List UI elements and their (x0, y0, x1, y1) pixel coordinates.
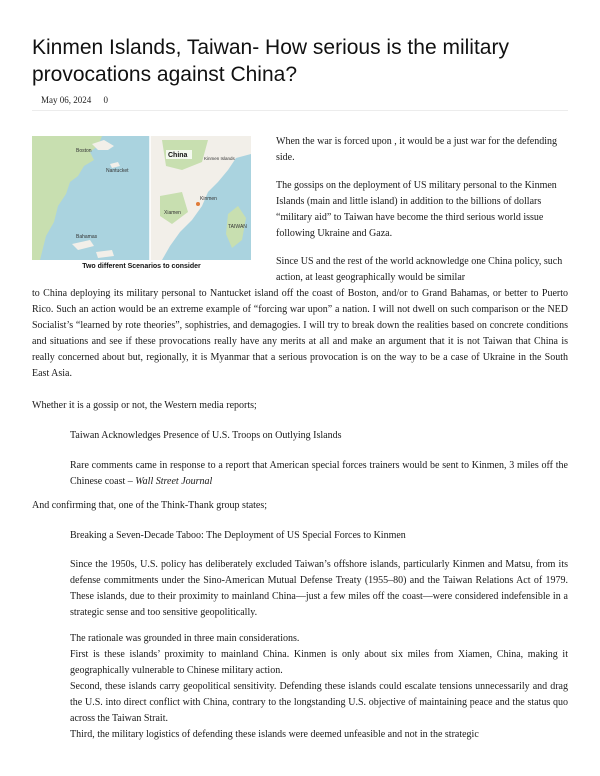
paragraph-gossips: The gossips on the deployment of US military personal to the Kinmen Islands (main and little island) in addition to the billions of dollars “military aid” to Taiwan have become the third serious world issue following Ukraine and Gaza. (276, 180, 557, 239)
paragraph-think-tank: And confirming that, one of the Think-Thank group states; (32, 500, 268, 511)
rationale-second: Second, these islands carry geopolitical sensitivity. Defending these islands could escalate tensions unnecessarily and drag the U.S. into direct conflict with China, contrary to the longstanding U.S. objective of maintaining peace and the status quo across the Taiwan Strait. (70, 681, 568, 724)
post-date: May 06, 2024 (41, 95, 92, 105)
rationale-first: First is these islands’ proximity to mainland China. Kinmen is only about six miles from Xiamen, China, making it geographically vulnerable to Chinese military action. (70, 649, 568, 676)
map-image[interactable] (32, 136, 251, 260)
article-meta (41, 95, 118, 105)
quote-source: Wall Street Journal (135, 476, 213, 487)
article-figure (32, 136, 251, 270)
quote-title-taboo: Breaking a Seven-Decade Taboo: The Deployment of US Special Forces to Kinmen (70, 530, 406, 541)
map-illustration (32, 136, 251, 260)
label-kinmen-islands: Kinmen Islands (204, 156, 235, 161)
label-taiwan: TAIWAN (228, 224, 247, 230)
label-kinmen: Kinmen (200, 196, 217, 202)
quote-title-wsj: Taiwan Acknowledges Presence of U.S. Troops on Outlying Islands (70, 430, 342, 441)
label-china: China (168, 152, 188, 159)
rationale-intro: The rationale was grounded in three main considerations. (70, 633, 300, 644)
figure-caption: Two different Scenarios to consider (82, 263, 201, 270)
comment-count[interactable]: 0 (103, 95, 108, 105)
paragraph-comparison: to China deploying its military personal to Nantucket island off the coast of Boston, and/or to Grand Bahamas, or better to Puerto Rico. Such an action would be an extreme example of “forcing war upon” a nation. I will not dwell on such comparison or the NED Socialist’s “learned by rote theories”, sophistries, and demagogies. I will try to break down the realities based on concrete conditions and situations and see if these provocations really have any merits at all and make an argument that it is not Taiwan that China is really concerned about but, regionally, it is Myanmar that a serious provocation is on the way to be a case of Ukraine in the South East Asia. (32, 288, 568, 379)
paragraph-western-media: Whether it is a gossip or not, the Western media reports; (32, 400, 257, 411)
paragraph-since-us: Since US and the rest of the world acknowledge one China policy, such action, at least geographically would be similar (276, 256, 563, 283)
divider (32, 110, 568, 111)
label-boston: Boston (76, 148, 92, 154)
label-bahamas: Bahamas (76, 234, 98, 240)
paragraph-intro: When the war is forced upon , it would be a just war for the defending side. (276, 136, 558, 163)
rationale-third: Third, the military logistics of defending these islands were deemed unfeasible and not in the strategic (70, 729, 479, 740)
article-title: Kinmen Islands, Taiwan- How serious is the military provocations against China? (32, 36, 509, 86)
quote-body-taboo: Since the 1950s, U.S. policy has deliberately excluded Taiwan’s offshore islands, particularly Kinmen and Matsu, from its defense commitments under the Sino-American Mutual Defense Treaty (1955–80) and the Taiwan Relations Act of 1979. These islands, due to their proximity to mainland China—just a few miles off the coast—were considered indefensible in a strategic sense and too sensitive geopolitically. (70, 559, 568, 618)
label-nantucket: Nantucket (106, 168, 129, 174)
quote-body-wsj: Rare comments came in response to a report that American special forces trainers would be sent to Kinmen, 3 miles off the Chinese coast – Wall Street Journal (70, 460, 568, 487)
label-xiamen: Xiamen (164, 210, 181, 216)
